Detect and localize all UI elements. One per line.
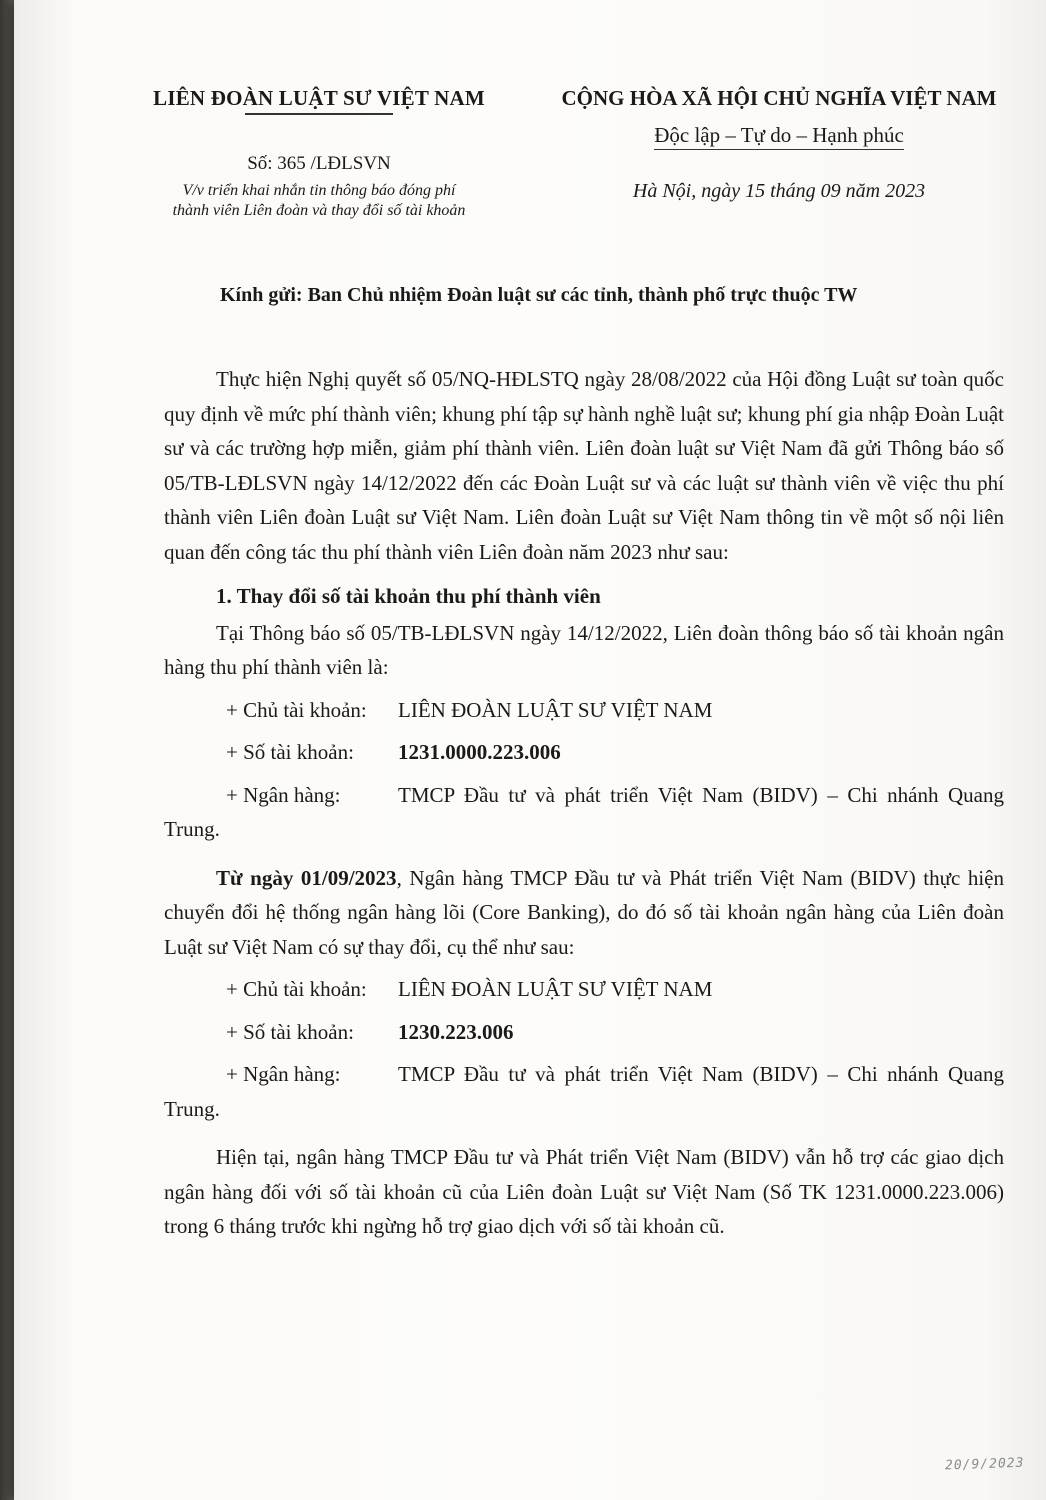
old-account-bank-value: TMCP Đầu tư và phát triển Việt Nam (BIDV) – Chi nhánh Quang Trung. (164, 782, 1004, 841)
old-account-bank-label: + Ngân hàng: (226, 782, 341, 807)
section-1-paragraph-3: Hiện tại, ngân hàng TMCP Đầu tư và Phát triển Việt Nam (BIDV) vẫn hỗ trợ các giao dịch ngân hàng đối với số tài khoản cũ của Liên đoàn Luật sư Việt Nam (Số TK 1231.0000.223.006) trong 6 tháng trước khi ngừng hỗ trợ giao dịch với số tài khoản cũ. (164, 1145, 1004, 1238)
national-title: CỘNG HÒA XÃ HỘI CHỦ NGHĨA VIỆT NAM (561, 86, 997, 110)
organization-underline (245, 113, 393, 115)
old-account-number-value: 1231.0000.223.006 (398, 740, 561, 764)
handwritten-date-note: 20/9/2023 (944, 1455, 1025, 1474)
new-account-bank-label: + Ngân hàng: (226, 1062, 341, 1086)
subject-line-1: V/v triển khai nhắn tin thông báo đóng phí (182, 181, 456, 199)
document-subject (124, 181, 514, 221)
document-page (14, 0, 1046, 1500)
old-account-number-label: + Số tài khoản: (226, 740, 354, 764)
organization-name: LIÊN ĐOÀN LUẬT SƯ VIỆT NAM (153, 86, 485, 110)
old-account-holder-label: + Chủ tài khoản: (226, 697, 367, 722)
national-motto: Độc lập – Tự do – Hạnh phúc (654, 123, 904, 150)
old-account-number (164, 735, 1004, 770)
old-account-holder (164, 693, 1004, 728)
new-account-holder-label: + Chủ tài khoản: (226, 977, 367, 1001)
section-1-paragraph-2 (164, 861, 1004, 965)
new-account-holder-value: LIÊN ĐOÀN LUẬT SƯ VIỆT NAM (398, 977, 713, 1001)
new-account-holder (164, 972, 1004, 1007)
recipient-line: Kính gửi: Ban Chủ nhiệm Đoàn luật sư các tỉnh, thành phố trực thuộc TW (220, 284, 858, 306)
old-account-bank (164, 778, 1004, 847)
place-and-date: Hà Nội, ngày 15 tháng 09 năm 2023 (632, 180, 926, 202)
new-account-bank-value: TMCP Đầu tư và phát triển Việt Nam (BIDV) – Chi nhánh Quang Trung. (164, 1062, 1004, 1121)
effective-date: Từ ngày 01/09/2023 (216, 865, 397, 890)
section-1-heading: 1. Thay đổi số tài khoản thu phí thành viên (216, 584, 601, 608)
new-account-number-value: 1230.223.006 (398, 1019, 514, 1044)
section-1-paragraph-2-text: , Ngân hàng TMCP Đầu tư và Phát triển Việt Nam (BIDV) thực hiện chuyển đổi hệ thống ngân hàng lõi (Core Banking), do đó số tài khoản ngân hàng của Liên đoàn Luật sư Việt Nam có sự thay đổi, cụ thể như sau: (164, 865, 1004, 959)
new-account-number-label: + Số tài khoản: (226, 1019, 354, 1044)
intro-paragraph: Thực hiện Nghị quyết số 05/NQ-HĐLSTQ ngày 28/08/2022 của Hội đồng Luật sư toàn quốc quy định về mức phí thành viên; khung phí tập sự hành nghề luật sư; khung phí gia nhập Đoàn Luật sư và các trường hợp miễn, giảm phí thành viên. Liên đoàn luật sư Việt Nam đã gửi Thông báo số 05/TB-LĐLSVN ngày 14/12/2022 đến các Đoàn Luật sư và các luật sư thành viên về việc thu phí thành viên Liên đoàn Luật sư Việt Nam. Liên đoàn Luật sư Việt Nam thông tin về một số nội liên quan đến công tác thu phí thành viên Liên đoàn năm 2023 như sau: (164, 367, 1004, 564)
section-1-paragraph-1: Tại Thông báo số 05/TB-LĐLSVN ngày 14/12/2022, Liên đoàn thông báo số tài khoản ngân hàng thu phí thành viên là: (164, 620, 1004, 679)
document-number: Số: 365 /LĐLSVN (247, 152, 391, 174)
new-account-number (164, 1015, 1004, 1050)
old-account-holder-value: LIÊN ĐOÀN LUẬT SƯ VIỆT NAM (398, 697, 713, 722)
subject-line-2: thành viên Liên đoàn và thay đổi số tài khoản (172, 201, 466, 219)
document-body (164, 362, 1004, 1244)
new-account-bank (164, 1057, 1004, 1126)
header-left (124, 86, 514, 221)
header-right (534, 86, 1024, 203)
